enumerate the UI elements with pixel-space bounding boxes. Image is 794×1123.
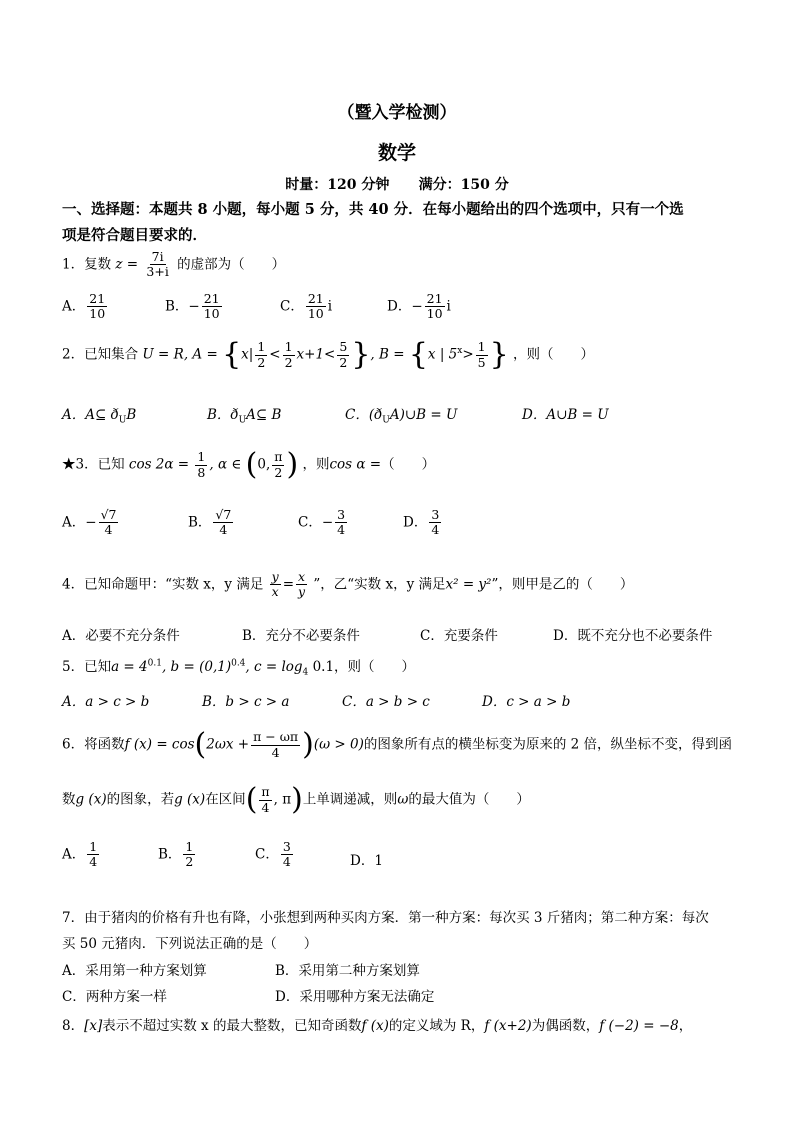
question-7-line1: 7．由于猪肉的价格有升也有降，小张想到两种买肉方案．第一种方案：每次买 3 斤猪肉；第二种方案：每次 [62,910,709,926]
q5-option-d[interactable]: D．c > a > b [482,694,571,710]
q1-suffix: 的虚部为（ ） [177,256,286,273]
q1-option-a[interactable]: A． $\frac{21}{10}$ [62,291,106,322]
q7-option-d[interactable]: D．采用哪种方案无法确定 [275,989,435,1005]
exam-meta: 时量：120 分钟 满分：150 分 [285,177,509,193]
question-7-line2: 买 50 元猪肉．下列说法正确的是（ ） [62,936,318,952]
question-5: 5．已知$a = 4^{0.1}$, $b = (0,1)^{0.4}$, $c = \log_4 0.1$，则（ ） [62,658,416,678]
q5-option-c[interactable]: C．a > b > c [342,694,430,710]
q6-option-a[interactable]: A． $\frac{1}{4}$ [62,839,98,870]
q1-option-b[interactable]: B．− $\frac{21}{10}$ [165,291,220,322]
q3-option-b[interactable]: B． $\frac{√7}{4}$ [188,507,232,538]
q1-option-d[interactable]: D．− $\frac{21}{10}$ i [387,291,451,322]
subject-title: 数学 [377,142,416,164]
q4-option-a[interactable]: A．必要不充分条件 [62,628,180,644]
section-heading-line2: 项是符合题目要求的． [62,227,207,244]
question-8: 8．[x]表示不超过实数 x 的最大整数，已知奇函数f (x)的定义域为 R，f (x+2)为偶函数，f (−2) = −8， [62,1018,693,1034]
q4-option-c[interactable]: C．充要条件 [420,628,498,644]
q4-option-d[interactable]: D．既不充分也不必要条件 [553,628,713,644]
q3-option-a[interactable]: A．− $\frac{√7}{4}$ [62,507,117,538]
q5-option-a[interactable]: A．a > c > b [62,694,150,710]
question-3: ★3．已知 cos 2α = $\frac{1}{8}$ , α ∈ (0, $\frac{\pi}{2}$ ) ，则cos α =（ ） [62,447,436,482]
q1-prefix: 1．复数 [62,256,112,273]
exam-title: （暨入学检测） [337,103,457,123]
q4-option-b[interactable]: B．充分不必要条件 [242,628,360,644]
q1-option-c[interactable]: C． $\frac{21}{10}$ i [280,291,333,322]
question-2: 2．已知集合 U = R, A = {x| $\frac{1}{2}$ < $\frac{1}{2}$ x+1< $\frac{5}{2}$ }, B = {x | $5^x>$ $\frac{1}{5}$ } ，则（ ） [62,337,594,372]
question-1 [62,250,285,280]
question-6-line2: 数g (x)的图象，若g (x)在区间( $\frac{\pi}{4}$ , π)上单调递减，则ω的最大值为（ ） [62,782,530,817]
q2-option-d[interactable]: D．A∪B = U [522,407,609,423]
q2-option-b[interactable]: B．$ð_UA⊆$ B [207,407,282,426]
question-4: 4．已知命题甲：“实数 x，y 满足 $\frac{y}{x}$ = $\frac{x}{y}$ ”，乙“实数 x，y 满足x² = y²”，则甲是乙的（ ） [62,569,634,600]
q7-option-b[interactable]: B．采用第二种方案划算 [275,963,420,979]
q7-option-c[interactable]: C．两种方案一样 [62,989,167,1005]
q6-option-c[interactable]: C． $\frac{3}{4}$ [255,839,291,870]
q2-option-c[interactable]: C．$(ð_UA)\cup B = U$ [345,407,458,426]
q1-fraction: $\frac{7i}{3+i}$ [146,249,169,280]
q5-option-b[interactable]: B．b > c > a [202,694,290,710]
q6-option-d[interactable]: D．1 [350,853,383,869]
section-heading-line1: 一、选择题：本题共 8 小题，每小题 5 分，共 40 分．在每小题给出的四个选项中，只有一个选 [62,201,684,218]
q3-option-c[interactable]: C．− $\frac{3}{4}$ [298,507,346,538]
question-6-line1: 6．将函数f (x) = cos(2ωx + $\frac{\pi - \omega\pi}{4}$ )(ω > 0)的图象所有点的横坐标变为原来的 2 倍，纵坐标不变，得到函 [62,727,733,762]
q1-z: z = [115,256,139,273]
q6-option-b[interactable]: B． $\frac{1}{2}$ [158,839,194,870]
q2-option-a[interactable]: A．A⊆ $ð_UB$ [62,407,137,426]
q7-option-a[interactable]: A．采用第一种方案划算 [62,963,207,979]
q3-option-d[interactable]: D． $\frac{3}{4}$ [403,507,440,538]
